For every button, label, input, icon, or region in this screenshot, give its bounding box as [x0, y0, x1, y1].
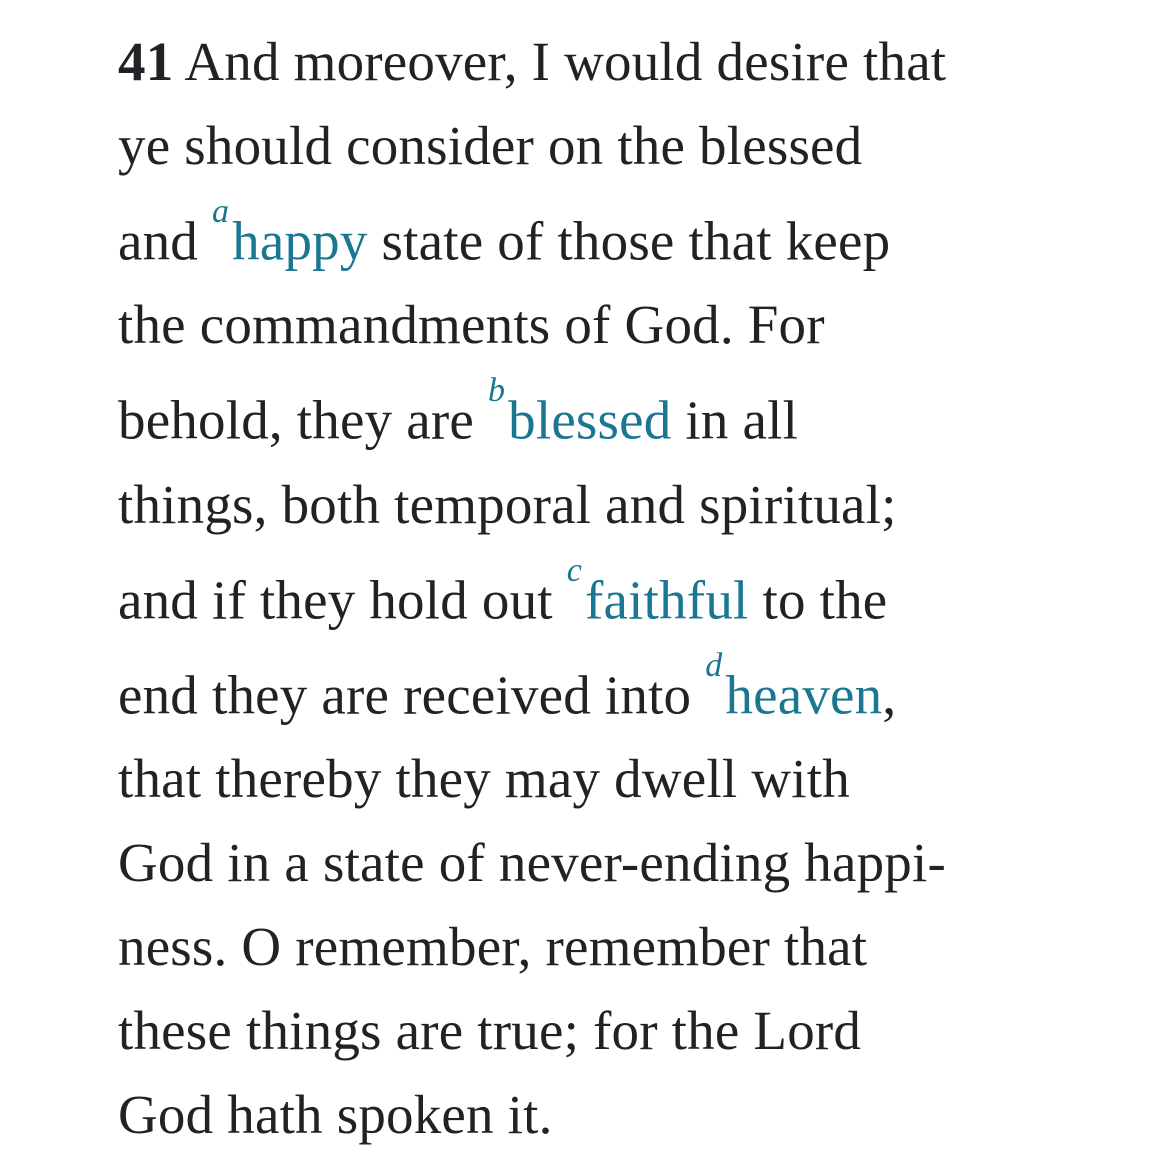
- verse-text: end they are received into: [118, 664, 706, 726]
- verse-number[interactable]: 41: [118, 31, 174, 92]
- verse-text: in all: [671, 389, 799, 451]
- verse-text: to the: [748, 568, 888, 630]
- verse-text: the commandments of God. For: [118, 294, 825, 356]
- verse-line-10: [118, 821, 1078, 905]
- verse-text: things, both temporal and spiritual;: [118, 473, 897, 535]
- verse-paragraph: [118, 20, 1078, 1157]
- footnote-marker-b[interactable]: b: [487, 372, 506, 410]
- footnote-link-heaven[interactable]: heaven: [725, 664, 883, 726]
- footnote-marker-d[interactable]: d: [705, 646, 723, 684]
- verse-line-11: [118, 905, 1078, 989]
- footnote-link-faithful[interactable]: faithful: [585, 568, 749, 630]
- verse-text: behold, they are: [118, 389, 488, 451]
- verse-text: these things are true; for the Lord: [118, 1000, 862, 1062]
- verse-line-3: [118, 188, 1078, 283]
- verse-text: ye should consider on the blessed: [118, 115, 863, 176]
- verse-line-12: [118, 989, 1078, 1073]
- verse-line-4: [118, 283, 1078, 367]
- verse-line-5: [118, 367, 1078, 462]
- verse-text: ness. O remember, remember that: [118, 916, 868, 978]
- verse-line-8: [118, 642, 1078, 737]
- verse-line-9: [118, 737, 1078, 821]
- verse-text: God in a state of never-ending happi-: [118, 832, 946, 894]
- verse-line-13: [118, 1073, 1078, 1157]
- verse-text: that thereby they may dwell with: [118, 748, 850, 810]
- verse-text: state of those that keep: [367, 210, 891, 272]
- footnote-marker-c[interactable]: c: [566, 551, 583, 589]
- verse-line-2: [118, 104, 1078, 188]
- verse-text: ,: [882, 664, 897, 726]
- verse-line-1: [118, 20, 1078, 104]
- footnote-link-blessed[interactable]: blessed: [508, 389, 672, 451]
- verse-line-7: [118, 547, 1078, 642]
- verse-text: and: [118, 210, 212, 272]
- verse-text: And moreover, I would desire that: [173, 31, 947, 92]
- verse-text: God hath spoken it.: [118, 1084, 553, 1146]
- verse-text: and if they hold out: [118, 568, 567, 630]
- verse-line-6: [118, 463, 1078, 547]
- footnote-link-happy[interactable]: happy: [232, 210, 368, 272]
- footnote-marker-a[interactable]: a: [211, 193, 230, 230]
